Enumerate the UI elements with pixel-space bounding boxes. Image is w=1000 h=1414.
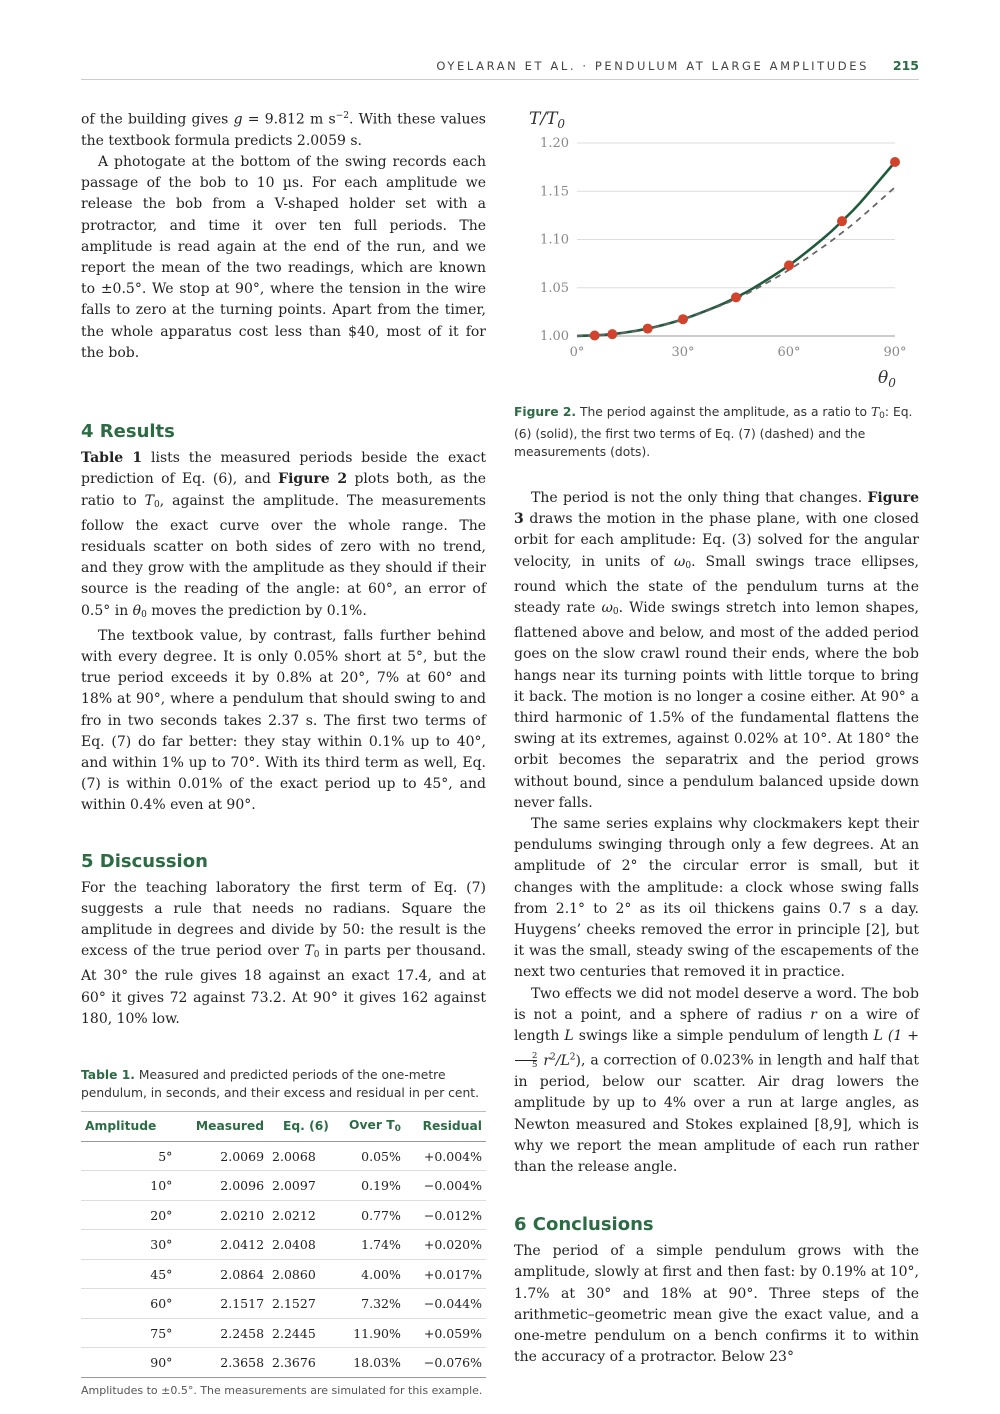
table-cell: 20° (81, 1200, 176, 1230)
table-cell: 0.77% (333, 1200, 405, 1230)
table-cell: 0.05% (333, 1141, 405, 1171)
table-cell: 75° (81, 1318, 176, 1348)
table-cell: 2.3658 (176, 1348, 268, 1378)
table-row (81, 1318, 486, 1348)
x-tick-label: 90° (883, 345, 907, 360)
x-tick-label: 30° (671, 345, 695, 360)
paragraph-phase-plane: The period is not the only thing that changes. Figure 3 draws the motion in the phase plane, with one closed orbit for each amplitude: Eq. (3) solved for the angular velocity, in units of ω0. Small swings trace ellipses, round which the state of the pendulum turns at the steady rate ω0. Wide swings stretch into lemon shapes, flattened above and below, and most of the added period goes on the slow crawl round their ends, where the bob hangs near its turning points with little torque to bring it back. The motion is no longer a cosine either. At 90° a third harmonic of 1.5% of the fundamental flattens the swing at its extremes, against 0.02% at 10°. At 180° the orbit becomes the separatrix and the period grows without bound, since a pendulum balanced upside down never falls. (514, 490, 920, 811)
header-residual: Residual (405, 1111, 486, 1141)
y-tick-label: 1.00 (540, 329, 569, 344)
table-cell: 1.74% (333, 1230, 405, 1260)
section-heading-results: 4 Results (81, 421, 175, 443)
table-cell: 4.00% (333, 1259, 405, 1289)
table-note: Amplitudes to ±0.5°. The measurements are simulated for this example. (81, 1383, 483, 1397)
table-cell: 2.0408 (268, 1230, 333, 1260)
table-cell: 18.03% (333, 1348, 405, 1378)
table-cell: 7.32% (333, 1289, 405, 1319)
table-cell: 2.0212 (268, 1200, 333, 1230)
paragraph-clockmakers: The same series explains why clockmakers kept their pendulums swinging through only a few degrees. At an amplitude of 2° the circular error is small, but it changes with the amplitude: a clock whose swing falls from 2.1° to 2° as its oil thickens gains 0.7 s a day. Huygens’ cheeks removed the error in principle [2], but it was the small, steady swing of the escapements of the next two centuries that removed it in practice. (514, 816, 919, 981)
left-column (81, 106, 486, 1397)
table-cell: 2.3676 (268, 1348, 333, 1378)
figure-2-chart (514, 100, 920, 400)
y-tick-label: 1.20 (540, 136, 569, 151)
measurement-point (678, 314, 688, 324)
table-cell: 10° (81, 1171, 176, 1201)
table-cell: −0.012% (405, 1200, 486, 1230)
table-cell: 2.0210 (176, 1200, 268, 1230)
figure-caption: Figure 2. The period against the amplitude, as a ratio to T0: Eq. (6) (solid), the first two terms of Eq. (7) (dashed) and the measurements (dots). (514, 405, 913, 459)
header-over-t0: Over T0 (333, 1111, 405, 1141)
table-cell: 2.0864 (176, 1259, 268, 1289)
running-title: OYELARAN ET AL. · PENDULUM AT LARGE AMPLITUDES (436, 59, 869, 73)
results-table (81, 1111, 486, 1378)
table-cell: −0.004% (405, 1171, 486, 1201)
measurement-point (784, 260, 794, 270)
running-header (81, 59, 919, 80)
y-tick-label: 1.15 (540, 184, 569, 200)
y-axis-label: $T/T_0$ (529, 109, 566, 131)
table-cell: −0.076% (405, 1348, 486, 1378)
series-exact-line (577, 162, 895, 336)
page-number: 215 (892, 58, 919, 73)
y-tick-labels (540, 136, 569, 344)
table-cell: 11.90% (333, 1318, 405, 1348)
header-eq6: Eq. (6) (268, 1111, 333, 1141)
table-row (81, 1348, 486, 1378)
series-two-term-line (577, 187, 895, 336)
table-row (81, 1259, 486, 1289)
table-cell: +0.059% (405, 1318, 486, 1348)
paragraph-discussion: For the teaching laboratory the first term of Eq. (7) suggests a rule that needs no radians. Square the amplitude in degrees and divide by 50: the result is the excess of the true period over T0 in parts per thousand. At 30° the rule gives 18 against an exact 17.4, and at 60° it gives 72 against 73.2. At 90° it gives 162 against 180, 10% low. (81, 879, 486, 1027)
measurement-point (590, 331, 600, 341)
paragraph-conclusions: The period of a simple pendulum grows with the amplitude, slowly at first and then fast: by 0.19% at 10°, 1.7% at 30° and 18% at 90°. Three steps of the arithmetic–geometric mean give the exact value, and a one-metre pendulum on a bench confirms it to within the accuracy of a protractor. Below 23° (514, 1243, 919, 1366)
table-row (81, 1230, 486, 1260)
y-tick-label: 1.05 (540, 280, 569, 296)
table-cell: 45° (81, 1259, 176, 1289)
section-heading-discussion: 5 Discussion (81, 850, 208, 872)
table-row (81, 1171, 486, 1201)
measurement-point (890, 157, 900, 167)
x-tick-labels (570, 345, 907, 360)
table-cell: −0.044% (405, 1289, 486, 1319)
table-cell: +0.017% (405, 1259, 486, 1289)
x-tick-label: 0° (569, 345, 585, 360)
table-cell: 2.1517 (176, 1289, 268, 1319)
table-cell: +0.004% (405, 1141, 486, 1171)
table-cell: 2.1527 (268, 1289, 333, 1319)
paragraph-two-effects: Two effects we did not model deserve a word. The bob is not a point, and a sphere of radius r on a wire of length L swings like a simple pendulum of length L (1 + $\frac{2}{5}$ $r^2/L^2$), a correction of 0.023% in length and half that in period, below our scatter. Air drag lowers the amplitude by up to 4% over a run at large angles, as Newton measured and Stokes explained [8,9], which is why we report the mean amplitude of each run rather than the release angle. (514, 985, 919, 1175)
section-heading-conclusions: 6 Conclusions (514, 1214, 654, 1236)
table-cell: 30° (81, 1230, 176, 1260)
measurement-point (731, 292, 741, 302)
paragraph-photogate: A photogate at the bottom of the swing records each passage of the bob to 10 µs. For each amplitude we release the bob from a V-shaped holder set with a protractor, and time it over ten full periods. The amplitude is read again at the end of the run, and we report the mean of the two readings, which are known to ±0.5°. We stop at 90°, where the tension in the wire falls to zero at the turning points. Apart from the timer, the whole apparatus cost less than $40, most of it for the bob. (81, 154, 486, 361)
table-cell: 2.0097 (268, 1171, 333, 1201)
table-cell: 2.2458 (176, 1318, 268, 1348)
table-cell: 2.2445 (268, 1318, 333, 1348)
table-row (81, 1141, 486, 1171)
table-cell: 2.0069 (176, 1141, 268, 1171)
table-cell: 2.0096 (176, 1171, 268, 1201)
table-cell: 2.0412 (176, 1230, 268, 1260)
table-cell: 2.0068 (268, 1141, 333, 1171)
right-column (514, 488, 919, 1368)
table-cell: 0.19% (333, 1171, 405, 1201)
y-tick-label: 1.10 (540, 232, 569, 248)
table-cell: 90° (81, 1348, 176, 1378)
length-formula: L (1 + $\frac{2}{5}$ $r^2/L^2$) (514, 1028, 919, 1069)
table-cell: 2.0860 (268, 1259, 333, 1289)
paragraph-results-1: Table 1 lists the measured periods beside the exact prediction of Eq. (6), and Figure 2 plots both, as the ratio to T0, against the amplitude. The measurements follow the exact curve over the whole range. The residuals scatter on both sides of zero with no trend, and they grow with the amplitude as they should if their source is the reading of the angle: at 60°, an error of 0.5° in θ0 moves the prediction by 0.1%. (81, 450, 487, 620)
chart-series (577, 157, 900, 341)
table-caption: Table 1. Measured and predicted periods of the one-metre pendulum, in seconds, and their excess and residual in per cent. (81, 1067, 480, 1100)
paragraph-method-end: of the building gives g = 9.812 m $s^{-2}$. With these values the textbook formula predicts 2.0059 s. (81, 111, 486, 149)
table-header-row (81, 1111, 486, 1141)
measurement-point (643, 324, 653, 334)
x-tick-label: 60° (777, 345, 801, 360)
table-row (81, 1200, 486, 1230)
measurement-point (607, 329, 617, 339)
table-cell: +0.020% (405, 1230, 486, 1260)
measurement-point (837, 216, 847, 226)
paragraph-results-2: The textbook value, by contrast, falls further behind with every degree. It is only 0.05% short at 5°, but the true period exceeds it by 0.8% at 20°, 7% at 60° and 18% at 90°, where a pendulum that should swing to and fro in two seconds takes 2.37 s. The first two terms of Eq. (7) do far better: they stay within 0.1% up to 40°, and within 1% up to 70°. With its third term as well, Eq. (7) is within 0.01% of the exact period up to 45°, and within 0.4% even at 90°. (81, 627, 486, 814)
x-axis-label: $\theta_0$ (878, 368, 896, 390)
table-row (81, 1289, 486, 1319)
table-cell: 60° (81, 1289, 176, 1319)
header-measured: Measured (176, 1111, 268, 1141)
table-cell: 5° (81, 1141, 176, 1171)
table-body (81, 1141, 486, 1377)
header-amplitude: Amplitude (81, 1111, 176, 1141)
chart-grid (577, 143, 895, 336)
